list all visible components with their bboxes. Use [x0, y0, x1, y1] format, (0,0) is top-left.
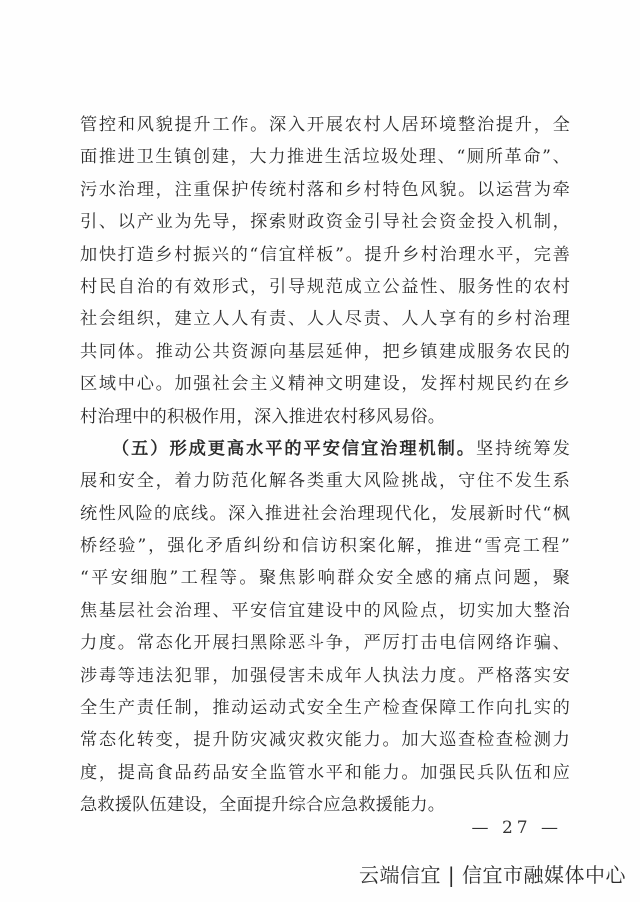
watermark: 云端信宜 | 信宜市融媒体中心 — [359, 863, 626, 887]
text-line: 桥经验”，强化矛盾纠纷和信访积案化解，推进“雪亮工程” — [80, 536, 570, 557]
text-line: 急救援队伍建设，全面提升综合应急救援能力。 — [80, 795, 446, 816]
section-heading-continuation: 坚持统筹发 — [475, 438, 570, 459]
text-line: 引、以产业为先导，探索财政资金引导社会资金投入机制， — [80, 212, 570, 233]
text-line: 村民自治的有效形式，引导规范成立公益性、服务性的农村 — [80, 276, 570, 297]
text-line: 社会组织，建立人人有责、人人尽责、人人享有的乡村治理 — [80, 309, 570, 330]
text-line: 全生产责任制，推动运动式安全生产检查保障工作向扎实的 — [80, 698, 570, 719]
text-line: 管控和风貌提升工作。深入开展农村人居环境整治提升，全 — [80, 115, 570, 135]
text-line: 涉毒等违法犯罪，加强侵害未成年人执法力度。严格落实安 — [80, 665, 570, 686]
section-heading-line — [80, 433, 570, 465]
text-line: 加快打造乡村振兴的“信宜样板”。提升乡村治理水平，完善 — [80, 244, 570, 265]
text-line: 面推进卫生镇创建，大力推进生活垃圾处理、“厕所革命”、 — [80, 147, 570, 168]
text-line: 力度。常态化开展扫黑除恶斗争，严厉打击电信网络诈骗、 — [80, 633, 570, 654]
text-line: 度，提高食品药品安全监管水平和能力。加强民兵队伍和应 — [80, 762, 570, 783]
text-line: 焦基层社会治理、平安信宜建设中的风险点，切实加大整治 — [80, 600, 570, 621]
text-line: 共同体。推动公共资源向基层延伸，把乡镇建成服务农民的 — [80, 341, 570, 362]
text-line: 展和安全，着力防范化解各类重大风险挑战，守住不发生系 — [80, 471, 570, 492]
section-heading: （五）形成更高水平的平安信宜治理机制。 — [112, 438, 476, 459]
text-line: 村治理中的积极作用，深入推进农村移风易俗。 — [80, 406, 446, 427]
text-line: 污水治理，注重保护传统村落和乡村特色风貌。以运营为牵 — [80, 179, 570, 200]
page-number: — 27 — — [471, 818, 562, 838]
text-line: 统性风险的底线。深入推进社会治理现代化，发展新时代“枫 — [80, 503, 570, 524]
body-text — [80, 109, 570, 822]
text-line: 区域中心。加强社会主义精神文明建设，发挥村规民约在乡 — [80, 374, 570, 395]
text-line: 常态化转变，提升防灾减灾救灾能力。加大巡查检查检测力 — [80, 730, 570, 751]
text-line: “平安细胞”工程等。聚焦影响群众安全感的痛点问题，聚 — [80, 568, 570, 589]
